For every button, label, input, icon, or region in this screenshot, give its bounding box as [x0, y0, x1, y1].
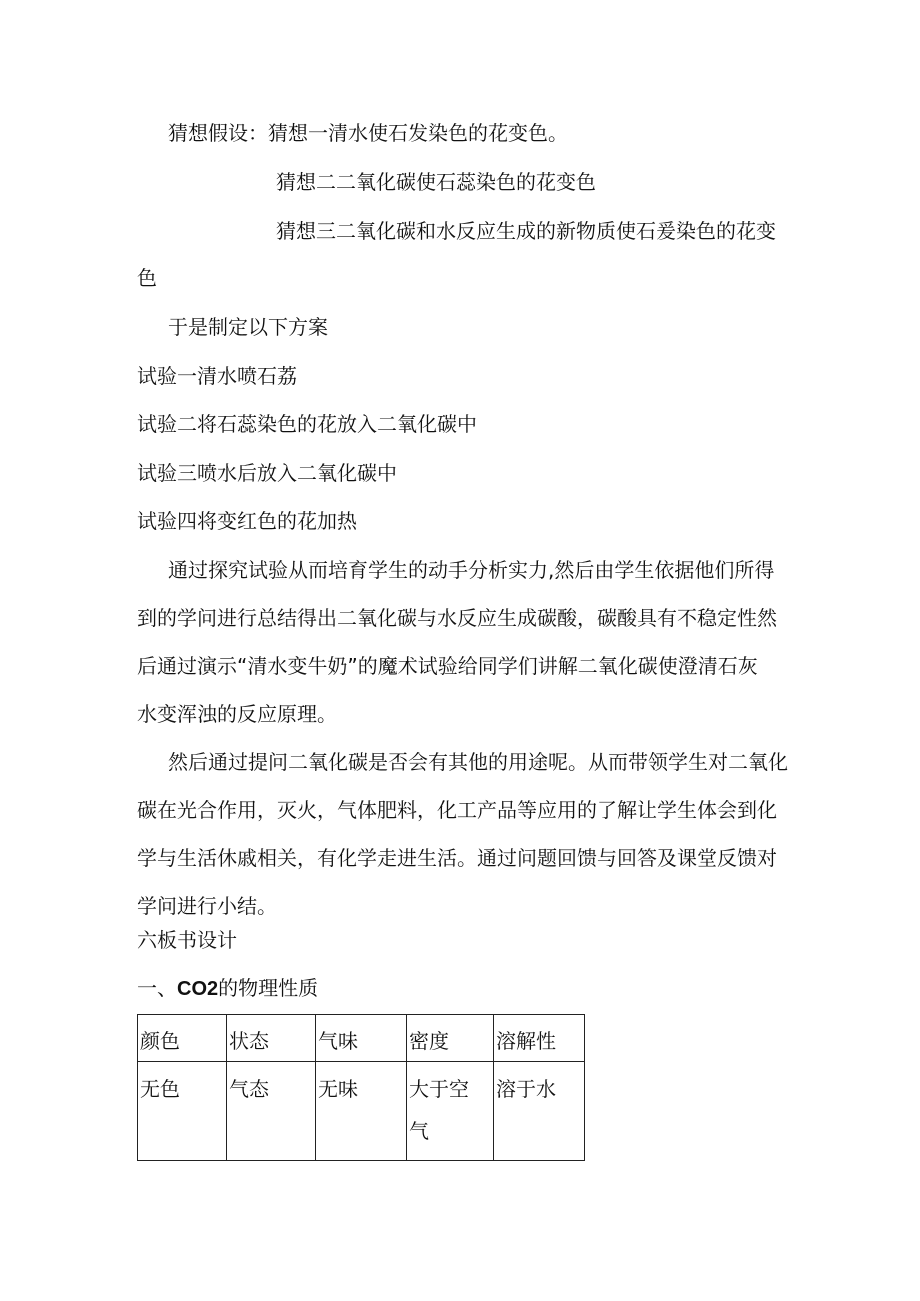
table-header-row — [138, 1015, 585, 1062]
table-header-cell: 状态 — [227, 1015, 316, 1062]
hypothesis-2: 猜想二二氧化碳使石蕊染色的花变色 — [276, 170, 596, 194]
subsection-prefix: 一、 — [137, 976, 177, 1000]
hypothesis-3-continued: 色 — [137, 266, 157, 290]
table-cell: 气态 — [227, 1062, 316, 1161]
paragraph-1-line-2: 到的学问进行总结得出二氧化碳与水反应生成碳酸，碳酸具有不稳定性然 — [137, 606, 777, 630]
paragraph-1-line-4: 水变浑浊的反应原理。 — [137, 702, 337, 726]
table-header-cell: 气味 — [316, 1015, 407, 1062]
table-cell: 无色 — [138, 1062, 227, 1161]
paragraph-1-line-3: 后通过演示“清水变牛奶”的魔术试验给同学们讲解二氧化碳使澄清石灰 — [137, 654, 758, 678]
table-header-cell: 溶解性 — [494, 1015, 585, 1062]
paragraph-1-line-1: 通过探究试验从而培育学生的动手分析实力,然后由学生依据他们所得 — [168, 558, 775, 582]
properties-table — [137, 1014, 585, 1161]
subsection-formula: CO2 — [177, 978, 219, 1000]
table-cell: 大于空气 — [409, 1077, 469, 1143]
experiment-3: 试验三喷水后放入二氧化碳中 — [137, 461, 397, 485]
subsection-heading — [137, 976, 318, 1001]
paragraph-2-line-2: 碳在光合作用，灭火，气体肥料，化工产品等应用的了解让学生体会到化 — [137, 798, 777, 822]
paragraph-2-line-4: 学问进行小结。 — [137, 894, 277, 918]
hypothesis-3: 猜想三二氧化碳和水反应生成的新物质使石爰染色的花变 — [276, 219, 776, 243]
experiment-2: 试验二将石蕊染色的花放入二氧化碳中 — [137, 412, 477, 436]
plan-intro: 于是制定以下方案 — [168, 315, 328, 339]
section-six-heading: 六板书设计 — [137, 928, 237, 952]
table-header-cell: 颜色 — [138, 1015, 227, 1062]
experiment-1: 试验一清水喷石荔 — [137, 364, 297, 388]
table-cell: 溶于水 — [494, 1062, 585, 1161]
subsection-suffix: 的物理性质 — [218, 976, 319, 1000]
paragraph-2-line-1: 然后通过提问二氧化碳是否会有其他的用途呢。从而带领学生对二氧化 — [168, 750, 788, 774]
table-cell: 无味 — [316, 1062, 407, 1161]
hypothesis-1: 猜想假设：猜想一清水使石发染色的花变色。 — [168, 121, 568, 145]
table-header-cell: 密度 — [407, 1015, 494, 1062]
paragraph-2-line-3: 学与生活休戚相关，有化学走进生活。通过问题回馈与回答及课堂反馈对 — [137, 846, 777, 870]
experiment-4: 试验四将变红色的花加热 — [137, 509, 357, 533]
table-row — [138, 1062, 585, 1161]
